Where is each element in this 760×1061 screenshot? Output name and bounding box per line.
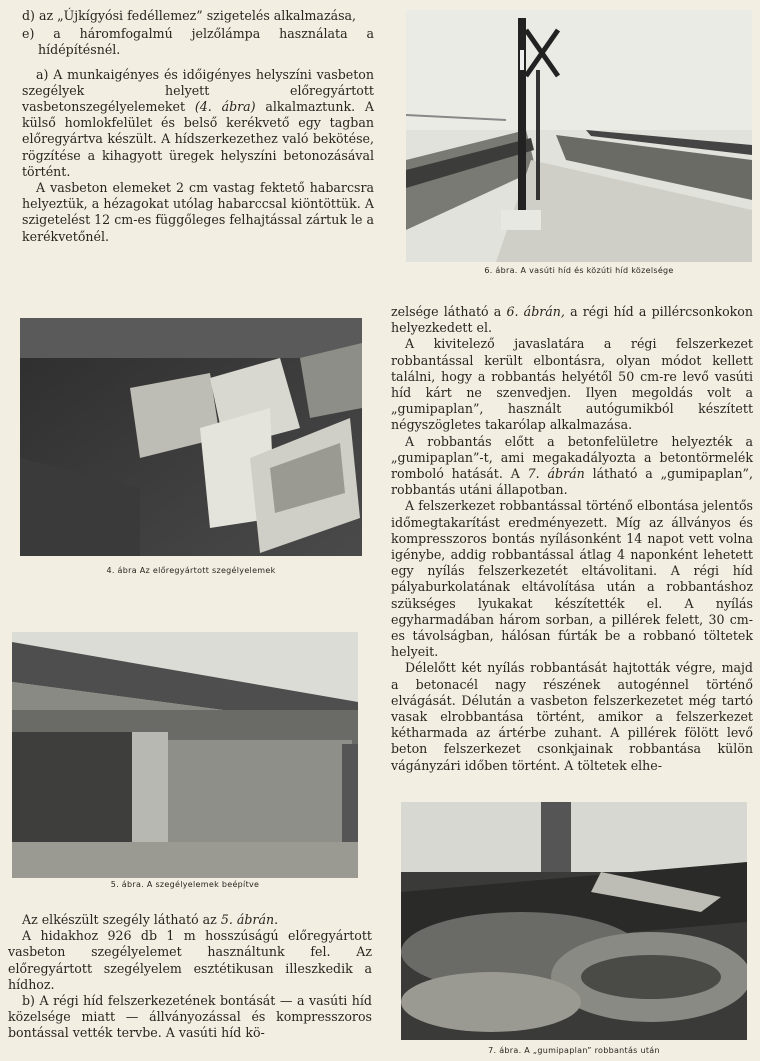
list-item-e: e) a háromfogalmú jelzőlámpa használata a hídépítésnél. — [22, 26, 374, 58]
paragraph-rubber-blanket: A robbantás előtt a betonfelületre helyezték a „gumipaplan”-t, ami megakadályozta a betontörmelék romboló hatását. A 7. ábrán látható a „gumipaplan”, robbantás utáni állapotban. — [391, 433, 753, 498]
paragraph-concrete-elements: A vasbeton elemeket 2 cm vastag fektető habarcsra helyeztük, a hézagokat utólag habarccsal kiöntöttük. A szigetelést 12 cm-es függőleges felhajtással zártuk le a kerékvetőnél. — [22, 180, 374, 244]
left-top-text — [22, 8, 374, 245]
rubber-blanket-image — [401, 802, 747, 1040]
figure-7-caption: 7. ábra. A „gumipaplan” robbantás után — [488, 1046, 660, 1055]
left-bottom-text — [8, 912, 372, 1042]
figure-ref-6: 6. ábrán, — [506, 304, 565, 319]
paragraph-blasting-method: A kivitelező javaslatára a régi felszerkezet robbantással került elbontásra, olyan módot kellett találni, hogy a robbantás helyétől 50 cm-re levő vasúti híd kárt ne szenvedjen. Ilyen megoldás volt a „gumipaplan”, használt autógumikból készített négyszögletes takarólap alkalmazása. — [391, 336, 753, 433]
figure-ref-5: 5. ábrán. — [220, 912, 279, 927]
paragraph-time-saving: A felszerkezet robbantással történő elbontása jelentős időmegtakarítást eredményezett. Míg az állványos és kompresszoros bontás nyílásonként 14 napot vett volna igénybe, addig robbantással átlag 4 naponként lehetett egy nyílás felszerkezetét eltávolitani. A régi híd pályaburkolatának eltávolítása után a robbantáshoz szükséges lyukakat készítették el. A nyílás egyharmadában három sorban, a pillérek felett, 30 cm-es távolságban, hálósan fúrták be a robbanó töltetek helyeit. — [391, 498, 753, 660]
figure-4-caption: 4. ábra Az előregyártott szegélyelemek — [106, 566, 276, 575]
paragraph-finished-edge: Az elkészült szegély látható az 5. ábrán. — [22, 912, 279, 927]
figure-6-photo — [406, 10, 752, 262]
paragraph-continuation: zelsége látható a 6. ábrán, a régi híd a pillércsonkokon helyezkedett el. — [391, 304, 753, 336]
figure-ref-7: 7. ábrán — [527, 466, 585, 482]
figure-6-caption: 6. ábra. A vasúti híd és közúti híd közelsége — [484, 266, 674, 275]
paragraph-a: a) A munkaigényes és időigényes helyszíni vasbeton szegélyek helyett előregyártott vasbetonszegélyelemeket (4. ábra) alkalmaztunk. A külső homlokfelület és belső kerékvető egy tagban előregyártva készült. A hídszerkezethez való bekötése, rögzítése a kihagyott üregek helyszíni betonozásával történt. — [22, 66, 374, 179]
figure-7-photo — [401, 802, 747, 1040]
figure-5-caption: 5. ábra. A szegélyelemek beépítve — [110, 880, 260, 889]
precast-elements-image — [20, 318, 362, 556]
railway-road-bridge-image — [406, 10, 752, 262]
paragraph-b: b) A régi híd felszerkezetének bontását — a vasúti híd közelsége miatt — állványozással és kompresszoros bontással vették tervbe. A vasúti híd kö- — [8, 993, 372, 1041]
list-item-d: d) az „Újkígyósi fedéllemez” szigetelés alkalmazása, — [22, 8, 357, 23]
figure-ref-4: (4. ábra) — [194, 99, 256, 115]
bridge-edge-image — [12, 632, 358, 878]
figure-4-photo — [20, 318, 362, 556]
figure-5-photo — [12, 632, 358, 878]
paragraph-blasting-day: Délelőtt két nyílás robbantását hajtották végre, majd a betonacél nagy részének autogénnel történő elvágását. Délután a vasbeton felszerkezetet még tartó vasak elrobbantása történt, amikor a felszerkezet kétharmada az ártérbe zuhant. A pillérek fölött levő beton felszerkezet csonkjainak robbantása külön vágányzári időben történt. A töltetek elhe- — [391, 660, 753, 773]
right-column-text — [391, 304, 753, 774]
paragraph-element-count: A hidakhoz 926 db 1 m hosszúságú előregyártott vasbeton szegélyelemet használtunk fel. Az előregyártott szegélyelem esztétikusan illeszkedik a hídhoz. — [8, 928, 372, 992]
